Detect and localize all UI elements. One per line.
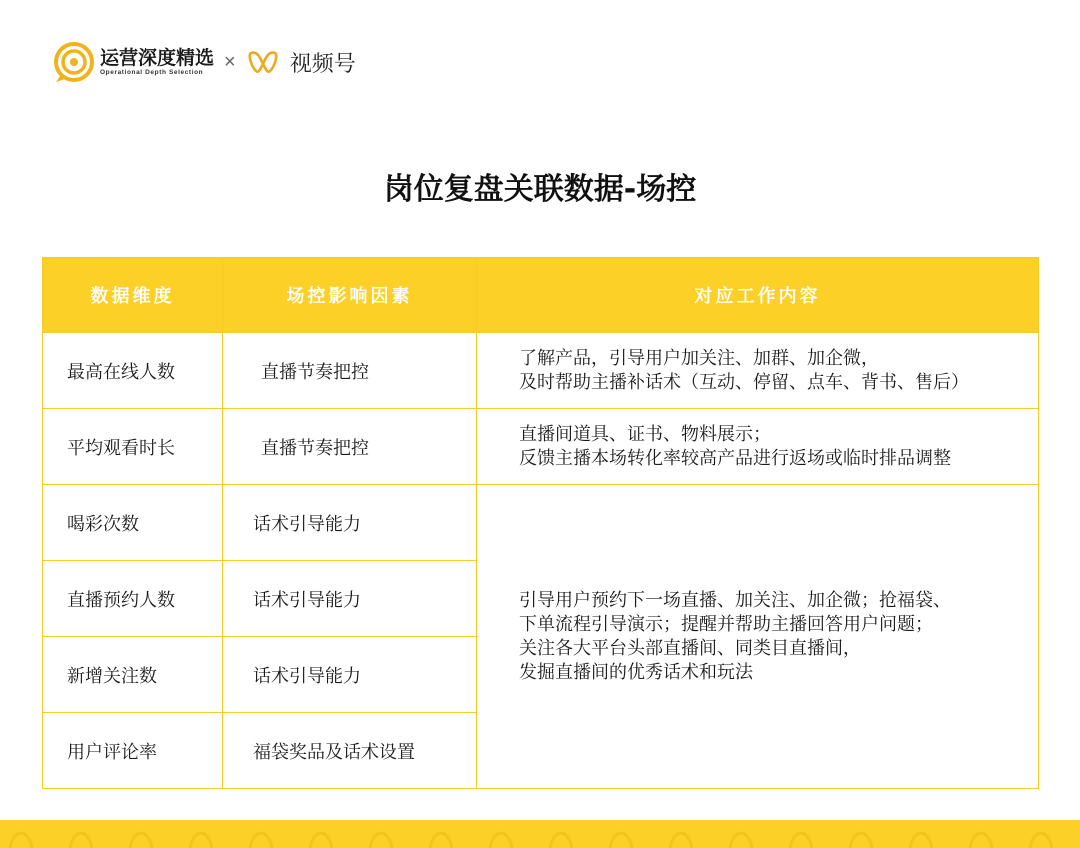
content-line: 关注各大平台头部直播间、同类目直播间， <box>519 637 861 659</box>
dimension-cell: 直播预约人数 <box>43 561 223 637</box>
table-row <box>43 333 1039 409</box>
table-header-row <box>43 258 1039 333</box>
brand-name: 运营深度精选 <box>100 47 215 69</box>
dimension-cell: 平均观看时长 <box>43 409 223 485</box>
factor-cell: 福袋奖品及话术设置 <box>223 713 477 789</box>
dimension-cell: 喝彩次数 <box>43 485 223 561</box>
content-line: 发掘直播间的优秀话术和玩法 <box>519 661 753 683</box>
factor-cell: 话术引导能力 <box>223 637 477 713</box>
content-line: 了解产品，引导用户加关注、加群、加企微， <box>519 347 879 369</box>
brand <box>100 47 214 77</box>
page-title: 岗位复盘关联数据-场控 <box>383 172 697 207</box>
dimension-cell: 用户评论率 <box>43 713 223 789</box>
channels-logo-icon <box>248 49 278 75</box>
brand-subtitle: Operational Depth Selection <box>100 69 204 76</box>
column-header: 数据维度 <box>43 258 223 333</box>
content-cell <box>477 333 1039 409</box>
collab-cross: × <box>224 50 236 73</box>
channels-name: 视频号 <box>289 51 356 77</box>
header <box>52 40 356 84</box>
content-line: 反馈主播本场转化率较高产品进行返场或临时排品调整 <box>519 447 951 469</box>
table-row <box>43 485 1039 561</box>
column-header: 对应工作内容 <box>477 258 1039 333</box>
column-header: 场控影响因素 <box>223 258 477 333</box>
content-line: 引导用户预约下一场直播、加关注、加企微；抢福袋、 <box>519 589 951 611</box>
dimension-cell: 新增关注数 <box>43 637 223 713</box>
factor-cell: 话术引导能力 <box>223 485 477 561</box>
content-line: 下单流程引导演示；提醒并帮助主播回答用户问题； <box>519 613 933 635</box>
data-table <box>42 257 1039 789</box>
footer-pattern-band <box>0 820 1080 848</box>
factor-cell: 直播节奏把控 <box>223 333 477 409</box>
footer-pattern-icon <box>0 820 1080 848</box>
content-line: 直播间道具、证书、物料展示； <box>519 423 771 445</box>
factor-cell: 话术引导能力 <box>223 561 477 637</box>
merged-content-cell <box>477 485 1039 789</box>
content-cell <box>477 409 1039 485</box>
dimension-cell: 最高在线人数 <box>43 333 223 409</box>
factor-cell: 直播节奏把控 <box>223 409 477 485</box>
brand-logo-icon <box>52 40 96 84</box>
table-row <box>43 409 1039 485</box>
content-line: 及时帮助主播补话术（互动、停留、点车、背书、售后） <box>519 371 969 393</box>
